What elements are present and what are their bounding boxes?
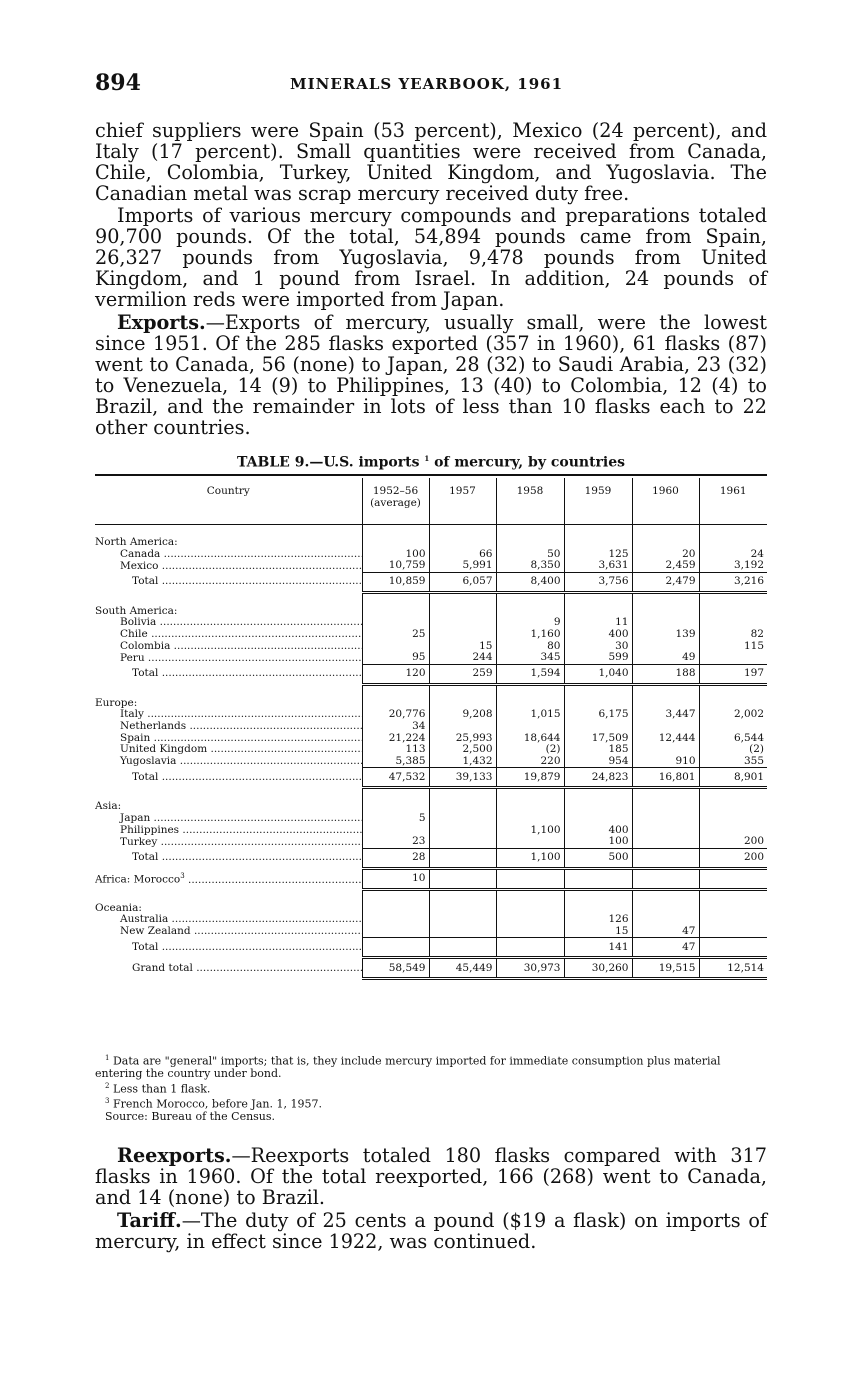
cell-value: [632, 813, 699, 825]
cell-value: 28: [362, 848, 429, 868]
table-row: [95, 733, 767, 745]
tariff-text: —The duty of 25 cents a pound ($19 a flask) on imports of mercury, in effect since 1922, was continued.: [95, 1209, 767, 1253]
cell-value: 185: [564, 744, 632, 756]
table-row-total: [95, 664, 767, 684]
footnote-1: $^1$ Data are "general" imports; that is, they include mercury imported for immediate consumption plus material entering the country under bond.: [95, 1054, 721, 1080]
row-label: United Kingdom .....: [95, 744, 362, 756]
cell-value: [429, 914, 496, 926]
col-1960: 1960: [632, 478, 699, 525]
region-heading: Asia:: [95, 801, 767, 813]
col-1957: 1957: [429, 478, 496, 525]
cell-value: 244: [429, 652, 496, 664]
row-label: Peru .....: [95, 652, 362, 664]
row-label: Turkey .....: [95, 836, 362, 848]
cell-value: 5: [362, 813, 429, 825]
table-row-africa: [95, 868, 767, 889]
page-number: 894: [95, 70, 141, 96]
cell-value: [496, 836, 564, 848]
cell-value: 100: [362, 549, 429, 561]
cell-value: 95: [362, 652, 429, 664]
mercury-imports-table: [95, 478, 767, 980]
table-row: [95, 652, 767, 664]
cell-value: [362, 617, 429, 629]
cell-value: 1,015: [496, 709, 564, 721]
cell-value: [699, 617, 767, 629]
cell-value: 47,532: [362, 768, 429, 788]
cell-value: 12,444: [632, 733, 699, 745]
paragraph-1: chief suppliers were Spain (53 percent), Mexico (24 percent), and Italy (17 percent). Small quantities were received from Canada, Chile, Colombia, Turkey, United Kingdom, and Yugoslavia. The Canadian metal was scrap mercury received duty free.: [95, 119, 767, 205]
col-1961: 1961: [699, 478, 767, 525]
cell-value: 1,160: [496, 629, 564, 641]
cell-value: [564, 721, 632, 733]
paragraph-tariff: [95, 1210, 767, 1252]
cell-value: 30,973: [496, 958, 564, 979]
cell-value: [632, 617, 699, 629]
region-heading: Oceania:: [95, 903, 767, 915]
cell-value: 18,644: [496, 733, 564, 745]
cell-value: [699, 813, 767, 825]
cell-value: 141: [564, 938, 632, 958]
cell-value: 126: [564, 914, 632, 926]
cell-value: [699, 938, 767, 958]
paragraph-2-text: Imports of various mercury compounds and preparations totaled 90,700 pounds. Of the total, 54,894 pounds came from Spain, 26,327 pounds from Yugoslavia, 9,478 pounds from United Kingdom, and 1 pound from Israel. In addition, 24 pounds of vermilion reds were imported from Japan.: [95, 204, 767, 311]
cell-value: 10: [362, 868, 429, 889]
cell-value: 12,514: [699, 958, 767, 979]
row-label: Netherlands .....: [95, 721, 362, 733]
cell-value: 345: [496, 652, 564, 664]
table-row-total: [95, 572, 767, 592]
row-label: Canada .....: [95, 549, 362, 561]
cell-value: 47: [632, 926, 699, 938]
cell-value: 45,449: [429, 958, 496, 979]
cell-value: 200: [699, 848, 767, 868]
cell-value: 58,549: [362, 958, 429, 979]
cell-value: 24: [699, 549, 767, 561]
running-head: MINERALS YEARBOOK, 1961: [290, 75, 564, 93]
cell-value: 954: [564, 756, 632, 768]
cell-value: 15: [564, 926, 632, 938]
cell-value: 1,594: [496, 664, 564, 684]
cell-value: 50: [496, 549, 564, 561]
cell-value: [362, 914, 429, 926]
cell-value: [699, 652, 767, 664]
cell-value: 2,459: [632, 560, 699, 572]
cell-value: 139: [632, 629, 699, 641]
row-label: Spain .....: [95, 733, 362, 745]
cell-value: [429, 721, 496, 733]
cell-value: [632, 641, 699, 653]
cell-value: (2): [699, 744, 767, 756]
cell-value: [496, 938, 564, 958]
paragraph-2: [95, 205, 767, 310]
table-row: [95, 560, 767, 572]
row-label: Japan .....: [95, 813, 362, 825]
cell-value: 5,991: [429, 560, 496, 572]
cell-value: 20: [632, 549, 699, 561]
cell-value: [632, 914, 699, 926]
cell-value: 16,801: [632, 768, 699, 788]
table-row: [95, 744, 767, 756]
table-row: [95, 709, 767, 721]
table-row-total: [95, 848, 767, 868]
cell-value: [699, 926, 767, 938]
table-row: [95, 756, 767, 768]
cell-value: 30,260: [564, 958, 632, 979]
table-row: [95, 914, 767, 926]
cell-value: 8,400: [496, 572, 564, 592]
cell-value: 47: [632, 938, 699, 958]
cell-value: 910: [632, 756, 699, 768]
cell-value: 8,901: [699, 768, 767, 788]
table-row: [95, 825, 767, 837]
tariff-heading: Tariff.: [117, 1209, 182, 1232]
cell-value: [632, 721, 699, 733]
cell-value: [699, 914, 767, 926]
cell-value: 10,759: [362, 560, 429, 572]
cell-value: [699, 721, 767, 733]
cell-value: [564, 868, 632, 889]
source-note: Source: Bureau of the Census.: [105, 1109, 276, 1123]
region-heading: Europe:: [95, 698, 767, 710]
cell-value: [496, 914, 564, 926]
cell-value: (2): [496, 744, 564, 756]
cell-value: 82: [699, 629, 767, 641]
cell-value: [699, 868, 767, 889]
cell-value: 3,756: [564, 572, 632, 592]
cell-value: 9,208: [429, 709, 496, 721]
cell-value: 400: [564, 825, 632, 837]
row-label: Bolivia .....: [95, 617, 362, 629]
cell-value: [632, 836, 699, 848]
cell-value: [632, 848, 699, 868]
table-caption: TABLE 9.—U.S. imports $^1$ of mercury, by countries: [236, 454, 626, 471]
cell-value: 355: [699, 756, 767, 768]
cell-value: [429, 868, 496, 889]
row-label: Total .....: [95, 938, 362, 958]
cell-value: [496, 868, 564, 889]
footnote-3: $^3$ French Morocco, before Jan. 1, 1957.: [105, 1097, 322, 1111]
cell-value: 25,993: [429, 733, 496, 745]
footnote-2: $^2$ Less than 1 flask.: [105, 1081, 211, 1096]
cell-value: 5,385: [362, 756, 429, 768]
col-1952-56: 1952–56 (average): [362, 478, 429, 525]
cell-value: 34: [362, 721, 429, 733]
row-label: Total .....: [95, 664, 362, 684]
cell-value: 2,500: [429, 744, 496, 756]
reexports-heading: Reexports.: [117, 1144, 232, 1167]
paragraph-reexports: [95, 1145, 767, 1208]
table-row: [95, 721, 767, 733]
row-label: Italy .....: [95, 709, 362, 721]
table-header-row: [95, 478, 767, 525]
cell-value: 80: [496, 641, 564, 653]
row-label: Total .....: [95, 848, 362, 868]
cell-value: 6,175: [564, 709, 632, 721]
cell-value: [699, 825, 767, 837]
col-1958: 1958: [496, 478, 564, 525]
col-1959: 1959: [564, 478, 632, 525]
cell-value: 120: [362, 664, 429, 684]
cell-value: [362, 926, 429, 938]
table-footnotes: [95, 1052, 767, 1123]
cell-value: 6,057: [429, 572, 496, 592]
cell-value: 1,100: [496, 825, 564, 837]
cell-value: [496, 926, 564, 938]
cell-value: 20,776: [362, 709, 429, 721]
page-header: [95, 70, 767, 100]
cell-value: [429, 617, 496, 629]
cell-value: 113: [362, 744, 429, 756]
cell-value: 11: [564, 617, 632, 629]
cell-value: 49: [632, 652, 699, 664]
cell-value: 3,192: [699, 560, 767, 572]
cell-value: [362, 938, 429, 958]
table-row: [95, 641, 767, 653]
cell-value: 19,515: [632, 958, 699, 979]
row-label: New Zealand .....: [95, 926, 362, 938]
cell-value: 30: [564, 641, 632, 653]
cell-value: [496, 813, 564, 825]
cell-value: 500: [564, 848, 632, 868]
table-row: [95, 813, 767, 825]
table-row-grand-total: [95, 958, 767, 979]
cell-value: 24,823: [564, 768, 632, 788]
cell-value: [429, 926, 496, 938]
cell-value: 25: [362, 629, 429, 641]
cell-value: 3,447: [632, 709, 699, 721]
cell-value: 2,479: [632, 572, 699, 592]
row-label: Chile .....: [95, 629, 362, 641]
cell-value: [362, 825, 429, 837]
row-label: Mexico .....: [95, 560, 362, 572]
cell-value: 3,631: [564, 560, 632, 572]
cell-value: 100: [564, 836, 632, 848]
cell-value: [429, 938, 496, 958]
row-label: Africa: Morocco$^3$ .....: [95, 868, 362, 889]
table-row-total: [95, 938, 767, 958]
cell-value: 39,133: [429, 768, 496, 788]
cell-value: [632, 825, 699, 837]
table-row: [95, 836, 767, 848]
cell-value: 9: [496, 617, 564, 629]
cell-value: [429, 813, 496, 825]
cell-value: 10,859: [362, 572, 429, 592]
cell-value: 1,040: [564, 664, 632, 684]
cell-value: [429, 848, 496, 868]
cell-value: 188: [632, 664, 699, 684]
row-label: Colombia .....: [95, 641, 362, 653]
cell-value: 21,224: [362, 733, 429, 745]
cell-value: 17,509: [564, 733, 632, 745]
cell-value: 1,432: [429, 756, 496, 768]
cell-value: 259: [429, 664, 496, 684]
exports-text: —Exports of mercury, usually small, were the lowest since 1951. Of the 285 flasks exported (357 in 1960), 61 flasks (87) went to Canada, 56 (none) to Japan, 28 (32) to Saudi Arabia, 23 (32) to Venezuela, 14 (9) to Philippines, 13 (40) to Colombia, 12 (4) to Brazil, and the remainder in lots of less than 10 flasks each to 22 other countries.: [95, 311, 767, 439]
table-row: [95, 549, 767, 561]
reexports-text: —Reexports totaled 180 flasks compared with 317 flasks in 1960. Of the total reexported, 166 (268) went to Canada, and 14 (none) to Brazil.: [95, 1144, 767, 1209]
col-country: Country: [95, 478, 362, 525]
cell-value: [429, 825, 496, 837]
region-heading: South America:: [95, 606, 767, 618]
cell-value: [564, 813, 632, 825]
cell-value: 6,544: [699, 733, 767, 745]
cell-value: 400: [564, 629, 632, 641]
cell-value: 220: [496, 756, 564, 768]
cell-value: 125: [564, 549, 632, 561]
cell-value: 66: [429, 549, 496, 561]
exports-heading: Exports.: [117, 311, 206, 334]
cell-value: [429, 629, 496, 641]
cell-value: [632, 868, 699, 889]
cell-value: [632, 744, 699, 756]
row-label: Philippines .....: [95, 825, 362, 837]
region-heading: North America:: [95, 537, 767, 549]
cell-value: 8,350: [496, 560, 564, 572]
cell-value: 115: [699, 641, 767, 653]
row-label: Australia .....: [95, 914, 362, 926]
row-label: Total .....: [95, 572, 362, 592]
table-row-total: [95, 768, 767, 788]
row-label: Total .....: [95, 768, 362, 788]
paragraph-exports: [95, 312, 767, 438]
table-row: [95, 926, 767, 938]
table-top-rule: [95, 474, 767, 476]
cell-value: [429, 836, 496, 848]
cell-value: 1,100: [496, 848, 564, 868]
cell-value: 200: [699, 836, 767, 848]
cell-value: 197: [699, 664, 767, 684]
table-row: [95, 617, 767, 629]
cell-value: [362, 641, 429, 653]
cell-value: 599: [564, 652, 632, 664]
table-row: [95, 629, 767, 641]
cell-value: 23: [362, 836, 429, 848]
cell-value: 19,879: [496, 768, 564, 788]
row-label: Grand total .....: [95, 958, 362, 979]
cell-value: 2,002: [699, 709, 767, 721]
cell-value: [496, 721, 564, 733]
cell-value: 15: [429, 641, 496, 653]
cell-value: 3,216: [699, 572, 767, 592]
row-label: Yugoslavia .....: [95, 756, 362, 768]
